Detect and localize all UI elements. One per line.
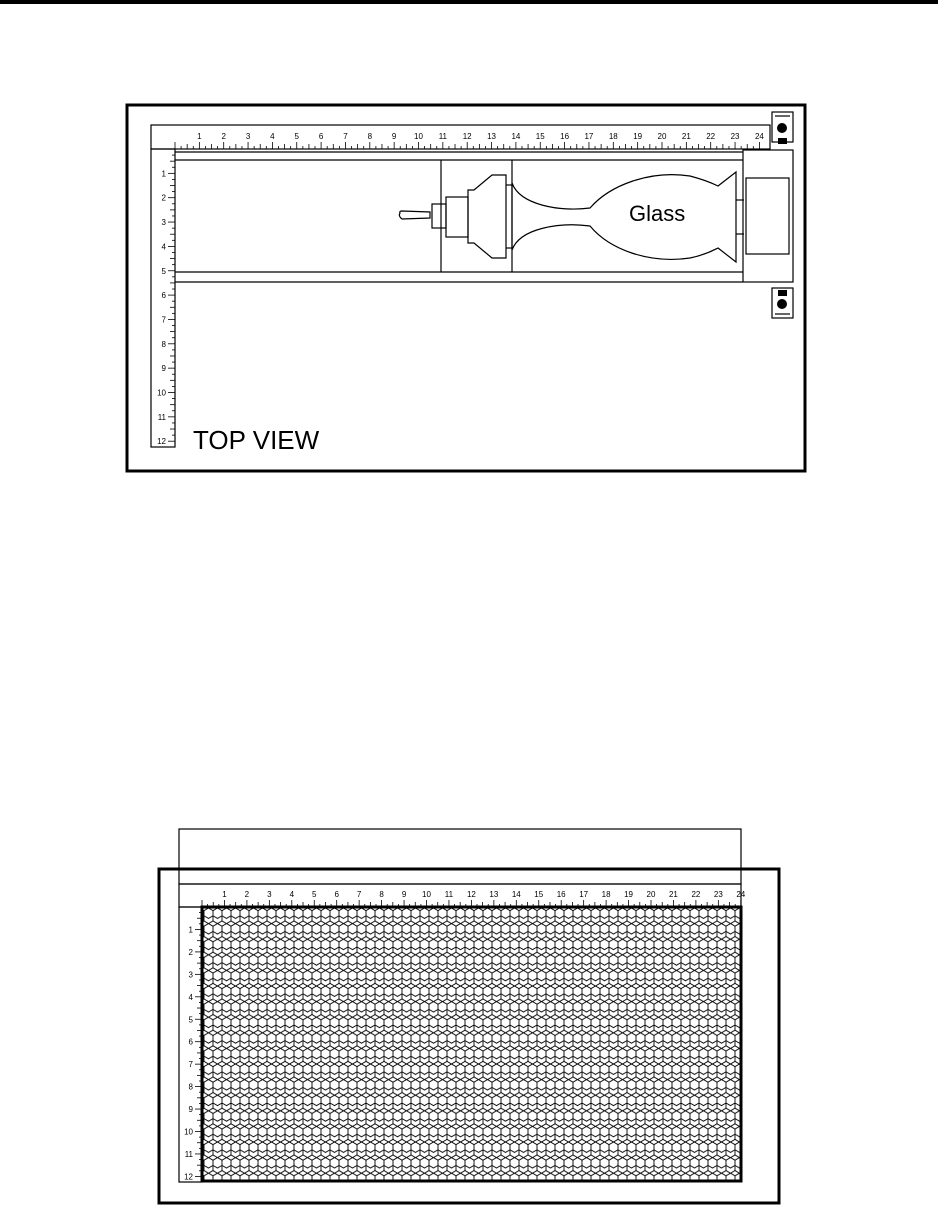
bottom-ruler-x-label: 13 [489, 890, 499, 899]
bottom-ruler-y-label: 2 [188, 947, 193, 957]
bottom-ruler-x-label: 8 [379, 890, 384, 899]
right-chuck-housing [743, 150, 793, 282]
bottom-ruler-y-label: 8 [188, 1082, 193, 1092]
top-ruler-x-label: 16 [560, 132, 570, 141]
top-ruler-x-label: 15 [535, 132, 545, 141]
top-ruler-x-label: 5 [294, 132, 299, 141]
top-view-diagram [127, 105, 805, 471]
bottom-ruler-y-label: 12 [184, 1172, 193, 1182]
bottom-ruler-x-label: 6 [334, 890, 339, 899]
top-ruler-x-label: 17 [584, 132, 594, 141]
bottom-ruler-y-label: 11 [184, 1149, 193, 1159]
handle-base [446, 197, 468, 237]
bottom-ruler-x-label: 11 [444, 890, 454, 899]
bottom-ruler-x-label: 17 [579, 890, 589, 899]
bottom-ruler-x-label: 14 [511, 890, 521, 899]
bottom-ruler-y-label: 9 [188, 1105, 193, 1115]
top-ruler-x-strip [151, 125, 770, 149]
glass-label: Glass [629, 201, 686, 226]
top-view-title: TOP VIEW [193, 425, 320, 455]
bottom-ruler-y-label: 7 [188, 1060, 193, 1070]
clamp-top [772, 112, 793, 144]
bottom-ruler-x-label: 7 [356, 890, 362, 899]
top-ruler-y-label: 10 [157, 388, 166, 398]
top-ruler-y-label: 2 [161, 193, 166, 203]
top-ruler-y-label: 7 [161, 315, 166, 325]
top-ruler-x-label: 23 [730, 132, 740, 141]
bottom-ruler-x-label: 19 [624, 890, 634, 899]
bottom-ruler-y-label: 10 [184, 1127, 193, 1137]
top-ruler-y-label: 9 [161, 364, 166, 374]
top-ruler-y-label: 3 [161, 218, 166, 228]
bottom-ruler-x-label: 12 [466, 890, 476, 899]
glass-vessel [512, 172, 736, 262]
top-ruler-y-label: 8 [161, 339, 166, 349]
bottom-ruler-y-label: 6 [188, 1037, 193, 1047]
bottom-ruler-x-label: 10 [422, 890, 431, 899]
bottom-ruler-x-label: 22 [691, 890, 701, 899]
top-ruler-y-label: 1 [161, 169, 166, 179]
bottom-view-header-panel [179, 829, 741, 884]
top-ruler-x [173, 132, 764, 149]
bottom-ruler-y-label: 4 [188, 992, 193, 1002]
top-ruler-y-label: 12 [157, 437, 166, 447]
left-chuck [468, 175, 506, 258]
top-ruler-x-label: 1 [197, 132, 202, 141]
bottom-ruler-x-label: 4 [289, 890, 295, 899]
top-ruler-x-label: 19 [633, 132, 643, 141]
top-ruler-x-label: 10 [414, 132, 423, 141]
top-ruler-x-label: 13 [487, 132, 497, 141]
bottom-view-diagram [159, 829, 779, 1203]
top-ruler-x-label: 24 [754, 132, 764, 141]
bottom-ruler-x-label: 1 [222, 890, 227, 899]
top-ruler-x-label: 22 [706, 132, 716, 141]
bottom-ruler-y-label: 1 [188, 925, 193, 935]
bottom-ruler-y [184, 907, 202, 1181]
top-ruler-x-label: 14 [511, 132, 521, 141]
top-ruler-x-label: 4 [270, 132, 275, 141]
bottom-ruler-x-label: 24 [736, 890, 746, 899]
right-chuck-block [746, 178, 789, 254]
bottom-ruler-x-label: 9 [401, 890, 407, 899]
handle-collar [432, 204, 446, 228]
bottom-ruler-x-label: 21 [668, 890, 678, 899]
bottom-ruler-x-label: 18 [601, 890, 611, 899]
bottom-ruler-x-label: 2 [244, 890, 250, 899]
top-ruler-x-label: 2 [221, 132, 226, 141]
bottom-ruler-x-label: 23 [713, 890, 723, 899]
top-ruler-x-label: 8 [367, 132, 373, 141]
top-ruler-y [157, 149, 175, 446]
honeycomb-panel [202, 907, 741, 1181]
bottom-ruler-x [200, 890, 746, 907]
top-ruler-x-label: 21 [681, 132, 691, 141]
bottom-ruler-x-label: 5 [312, 890, 317, 899]
top-ruler-x-label: 18 [608, 132, 618, 141]
bottom-ruler-y-label: 5 [188, 1015, 193, 1025]
top-ruler-x-label: 12 [462, 132, 472, 141]
top-ruler-x-label: 7 [343, 132, 348, 141]
top-ruler-x-label: 20 [657, 132, 667, 141]
bottom-ruler-y-label: 3 [188, 970, 193, 980]
handle-lever [399, 211, 430, 219]
top-ruler-x-label: 3 [245, 132, 251, 141]
top-ruler-x-label: 11 [438, 132, 448, 141]
top-ruler-y-label: 5 [161, 266, 166, 276]
top-ruler-x-label: 6 [318, 132, 324, 141]
top-ruler-x-label: 9 [391, 132, 397, 141]
top-ruler-y-label: 4 [161, 242, 166, 252]
top-ruler-y-label: 11 [157, 412, 166, 422]
bottom-ruler-x-label: 20 [646, 890, 656, 899]
bottom-ruler-x-label: 16 [556, 890, 566, 899]
clamp-bottom [772, 288, 793, 318]
top-ruler-y-label: 6 [161, 291, 166, 301]
bottom-ruler-x-label: 3 [267, 890, 272, 899]
bottom-ruler-x-label: 15 [534, 890, 544, 899]
